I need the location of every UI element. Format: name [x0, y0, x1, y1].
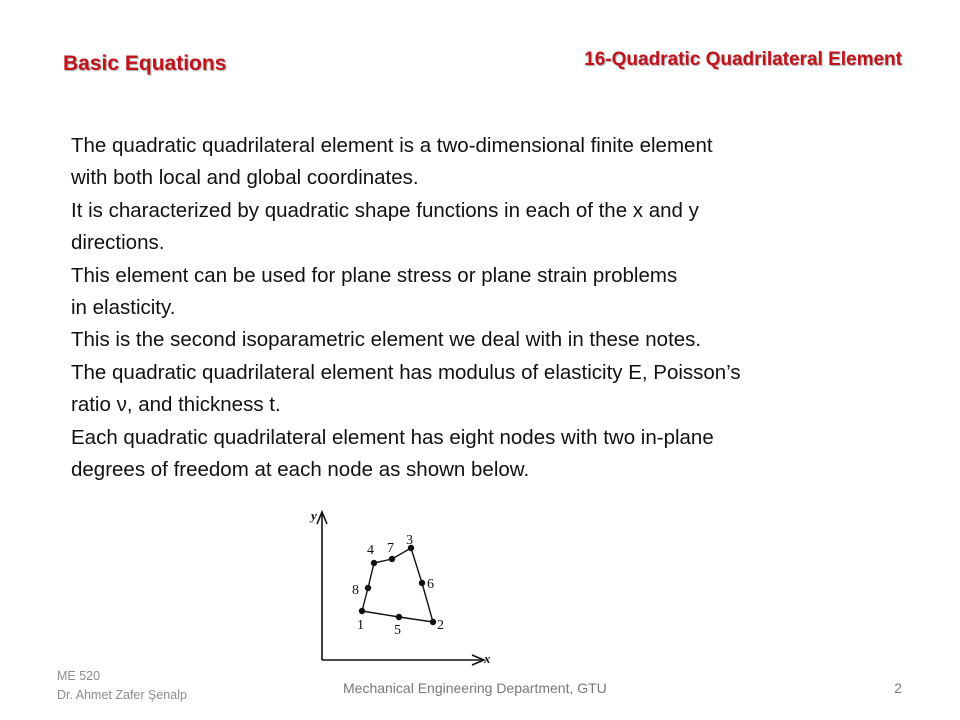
- node-5: [396, 614, 402, 620]
- node-7: [389, 556, 395, 562]
- node-1: [359, 608, 365, 614]
- y-axis-label: y: [311, 508, 317, 523]
- body-line: The quadratic quadrilateral element is a two-dimensional finite element: [71, 134, 713, 157]
- body-line: degrees of freedom at each node as shown below.: [71, 458, 530, 482]
- element-figure: [300, 500, 500, 672]
- node-8: [365, 585, 371, 591]
- footer-course: ME 520: [57, 669, 101, 683]
- body-line: This is the second isoparametric element we deal with in these notes.: [71, 328, 702, 352]
- footer-author: Dr. Ahmet Zafer Şenalp: [57, 688, 187, 702]
- node-4: [371, 560, 377, 566]
- body-line: It is characterized by quadratic shape functions in each of the x and y: [71, 198, 699, 222]
- node-label-3: 3: [406, 533, 413, 548]
- footer-author-block: [57, 667, 187, 705]
- body-line: ratio ν, and thickness t.: [71, 393, 281, 417]
- node-label-5: 5: [394, 623, 401, 638]
- node-label-6: 6: [427, 577, 434, 592]
- node-2: [430, 619, 436, 625]
- body-text: [71, 130, 911, 486]
- x-axis-label: x: [484, 651, 491, 666]
- body-line: directions.: [71, 231, 165, 255]
- element-diagram: [300, 500, 500, 672]
- node-label-1: 1: [357, 618, 364, 633]
- footer-department: Mechanical Engineering Department, GTU: [343, 680, 607, 696]
- node-6: [419, 580, 425, 586]
- slide-title: 16-Quadratic Quadrilateral Element: [584, 49, 902, 70]
- page-number: 2: [894, 680, 902, 696]
- body-line: with both local and global coordinates.: [71, 166, 419, 190]
- node-label-7: 7: [387, 541, 394, 556]
- section-title: Basic Equations: [63, 52, 227, 75]
- node-label-8: 8: [352, 583, 359, 598]
- body-line: in elasticity.: [71, 296, 176, 320]
- body-line: Each quadratic quadrilateral element has eight nodes with two in-plane: [71, 425, 714, 449]
- body-line: This element can be used for plane stress or plane strain problems: [71, 263, 678, 287]
- node-label-2: 2: [437, 618, 444, 633]
- body-line: The quadratic quadrilateral element has modulus of elasticity E, Poisson’s: [71, 360, 741, 384]
- node-label-4: 4: [367, 543, 374, 558]
